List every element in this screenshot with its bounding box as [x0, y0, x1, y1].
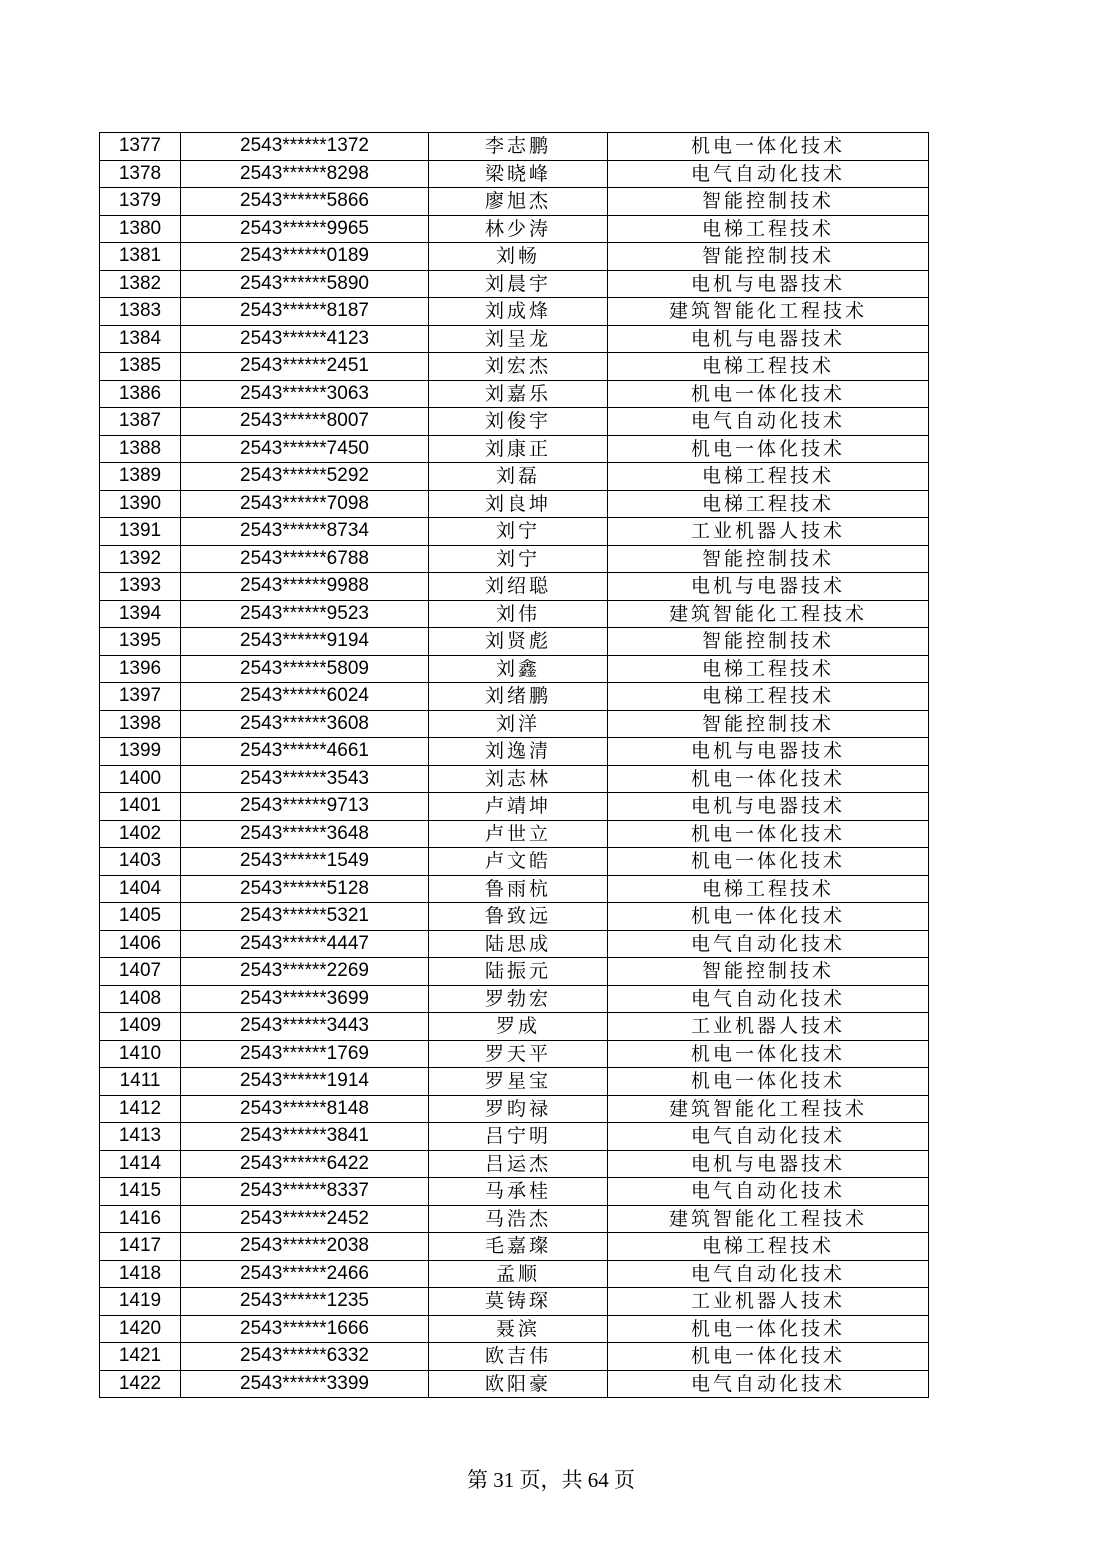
table-row	[100, 1068, 929, 1096]
table-row	[100, 1343, 929, 1371]
id-number-cell: 2543******6422	[181, 1150, 429, 1178]
seq-cell: 1391	[100, 518, 181, 546]
major-cell: 机电一体化技术	[608, 820, 929, 848]
name-cell: 刘鑫	[429, 655, 608, 683]
roster-table	[99, 132, 929, 1398]
id-number-cell: 2543******4447	[181, 930, 429, 958]
major-cell: 电机与电器技术	[608, 573, 929, 601]
major-cell: 机电一体化技术	[608, 133, 929, 161]
name-cell: 罗星宝	[429, 1068, 608, 1096]
seq-cell: 1398	[100, 710, 181, 738]
table-row	[100, 1288, 929, 1316]
table-row	[100, 985, 929, 1013]
seq-cell: 1417	[100, 1233, 181, 1261]
table-row	[100, 655, 929, 683]
table-row	[100, 463, 929, 491]
table-row	[100, 628, 929, 656]
seq-cell: 1401	[100, 793, 181, 821]
name-cell: 卢世立	[429, 820, 608, 848]
id-number-cell: 2543******5128	[181, 875, 429, 903]
name-cell: 马承桂	[429, 1178, 608, 1206]
seq-cell: 1406	[100, 930, 181, 958]
seq-cell: 1396	[100, 655, 181, 683]
name-cell: 卢文皓	[429, 848, 608, 876]
page-number-footer: 第 31 页，共 64 页	[467, 1468, 635, 1492]
name-cell: 刘洋	[429, 710, 608, 738]
major-cell: 电梯工程技术	[608, 683, 929, 711]
id-number-cell: 2543******2466	[181, 1260, 429, 1288]
major-cell: 电气自动化技术	[608, 160, 929, 188]
table-row	[100, 1370, 929, 1398]
seq-cell: 1421	[100, 1343, 181, 1371]
id-number-cell: 2543******3063	[181, 380, 429, 408]
major-cell: 智能控制技术	[608, 243, 929, 271]
name-cell: 卢靖坤	[429, 793, 608, 821]
name-cell: 孟顺	[429, 1260, 608, 1288]
major-cell: 建筑智能化工程技术	[608, 600, 929, 628]
major-cell: 工业机器人技术	[608, 1013, 929, 1041]
table-row	[100, 160, 929, 188]
table-row	[100, 1095, 929, 1123]
id-number-cell: 2543******7098	[181, 490, 429, 518]
id-number-cell: 2543******2269	[181, 958, 429, 986]
seq-cell: 1416	[100, 1205, 181, 1233]
seq-cell: 1380	[100, 215, 181, 243]
major-cell: 电气自动化技术	[608, 1178, 929, 1206]
seq-cell: 1378	[100, 160, 181, 188]
name-cell: 廖旭杰	[429, 188, 608, 216]
seq-cell: 1383	[100, 298, 181, 326]
major-cell: 电气自动化技术	[608, 930, 929, 958]
table-row	[100, 325, 929, 353]
major-cell: 电梯工程技术	[608, 490, 929, 518]
table-row	[100, 518, 929, 546]
major-cell: 工业机器人技术	[608, 1288, 929, 1316]
id-number-cell: 2543******1666	[181, 1315, 429, 1343]
seq-cell: 1400	[100, 765, 181, 793]
id-number-cell: 2543******3399	[181, 1370, 429, 1398]
id-number-cell: 2543******5809	[181, 655, 429, 683]
id-number-cell: 2543******3841	[181, 1123, 429, 1151]
seq-cell: 1415	[100, 1178, 181, 1206]
id-number-cell: 2543******8337	[181, 1178, 429, 1206]
id-number-cell: 2543******4123	[181, 325, 429, 353]
table-row	[100, 408, 929, 436]
seq-cell: 1404	[100, 875, 181, 903]
seq-cell: 1388	[100, 435, 181, 463]
seq-cell: 1409	[100, 1013, 181, 1041]
name-cell: 刘晨宇	[429, 270, 608, 298]
name-cell: 刘宁	[429, 518, 608, 546]
major-cell: 电梯工程技术	[608, 353, 929, 381]
id-number-cell: 2543******3608	[181, 710, 429, 738]
seq-cell: 1405	[100, 903, 181, 931]
major-cell: 电机与电器技术	[608, 270, 929, 298]
seq-cell: 1419	[100, 1288, 181, 1316]
name-cell: 刘成烽	[429, 298, 608, 326]
major-cell: 建筑智能化工程技术	[608, 298, 929, 326]
seq-cell: 1390	[100, 490, 181, 518]
name-cell: 刘贤彪	[429, 628, 608, 656]
id-number-cell: 2543******8298	[181, 160, 429, 188]
seq-cell: 1386	[100, 380, 181, 408]
major-cell: 电机与电器技术	[608, 793, 929, 821]
id-number-cell: 2543******9988	[181, 573, 429, 601]
id-number-cell: 2543******8187	[181, 298, 429, 326]
table-row	[100, 1260, 929, 1288]
table-row	[100, 1233, 929, 1261]
major-cell: 电气自动化技术	[608, 1370, 929, 1398]
name-cell: 罗昀禄	[429, 1095, 608, 1123]
seq-cell: 1420	[100, 1315, 181, 1343]
name-cell: 刘磊	[429, 463, 608, 491]
name-cell: 刘嘉乐	[429, 380, 608, 408]
seq-cell: 1411	[100, 1068, 181, 1096]
name-cell: 聂滨	[429, 1315, 608, 1343]
major-cell: 智能控制技术	[608, 628, 929, 656]
seq-cell: 1384	[100, 325, 181, 353]
seq-cell: 1387	[100, 408, 181, 436]
name-cell: 吕运杰	[429, 1150, 608, 1178]
table-row	[100, 683, 929, 711]
table-row	[100, 243, 929, 271]
id-number-cell: 2543******1549	[181, 848, 429, 876]
major-cell: 电机与电器技术	[608, 738, 929, 766]
major-cell: 智能控制技术	[608, 958, 929, 986]
name-cell: 刘畅	[429, 243, 608, 271]
id-number-cell: 2543******2038	[181, 1233, 429, 1261]
table-row	[100, 738, 929, 766]
name-cell: 刘绪鹏	[429, 683, 608, 711]
table-row	[100, 435, 929, 463]
id-number-cell: 2543******1235	[181, 1288, 429, 1316]
major-cell: 电气自动化技术	[608, 985, 929, 1013]
table-row	[100, 353, 929, 381]
seq-cell: 1377	[100, 133, 181, 161]
seq-cell: 1399	[100, 738, 181, 766]
id-number-cell: 2543******1914	[181, 1068, 429, 1096]
name-cell: 毛嘉璨	[429, 1233, 608, 1261]
name-cell: 欧吉伟	[429, 1343, 608, 1371]
table-row	[100, 903, 929, 931]
id-number-cell: 2543******6024	[181, 683, 429, 711]
seq-cell: 1408	[100, 985, 181, 1013]
id-number-cell: 2543******5292	[181, 463, 429, 491]
id-number-cell: 2543******6332	[181, 1343, 429, 1371]
name-cell: 刘良坤	[429, 490, 608, 518]
id-number-cell: 2543******8148	[181, 1095, 429, 1123]
name-cell: 吕宁明	[429, 1123, 608, 1151]
table-row	[100, 793, 929, 821]
id-number-cell: 2543******3648	[181, 820, 429, 848]
major-cell: 机电一体化技术	[608, 1040, 929, 1068]
id-number-cell: 2543******3543	[181, 765, 429, 793]
id-number-cell: 2543******3443	[181, 1013, 429, 1041]
name-cell: 马浩杰	[429, 1205, 608, 1233]
name-cell: 刘志林	[429, 765, 608, 793]
seq-cell: 1382	[100, 270, 181, 298]
roster-body	[100, 133, 929, 1398]
name-cell: 林少涛	[429, 215, 608, 243]
major-cell: 机电一体化技术	[608, 1315, 929, 1343]
id-number-cell: 2543******9194	[181, 628, 429, 656]
major-cell: 电梯工程技术	[608, 875, 929, 903]
major-cell: 机电一体化技术	[608, 1343, 929, 1371]
id-number-cell: 2543******1372	[181, 133, 429, 161]
name-cell: 李志鹏	[429, 133, 608, 161]
id-number-cell: 2543******2451	[181, 353, 429, 381]
table-row	[100, 1013, 929, 1041]
major-cell: 智能控制技术	[608, 188, 929, 216]
table-row	[100, 930, 929, 958]
major-cell: 电梯工程技术	[608, 463, 929, 491]
id-number-cell: 2543******7450	[181, 435, 429, 463]
name-cell: 刘绍聪	[429, 573, 608, 601]
id-number-cell: 2543******9965	[181, 215, 429, 243]
seq-cell: 1414	[100, 1150, 181, 1178]
table-row	[100, 270, 929, 298]
name-cell: 刘宏杰	[429, 353, 608, 381]
table-row	[100, 1123, 929, 1151]
seq-cell: 1381	[100, 243, 181, 271]
major-cell: 建筑智能化工程技术	[608, 1205, 929, 1233]
table-row	[100, 490, 929, 518]
table-row	[100, 600, 929, 628]
seq-cell: 1397	[100, 683, 181, 711]
id-number-cell: 2543******1769	[181, 1040, 429, 1068]
id-number-cell: 2543******9523	[181, 600, 429, 628]
major-cell: 电气自动化技术	[608, 1123, 929, 1151]
name-cell: 刘伟	[429, 600, 608, 628]
major-cell: 机电一体化技术	[608, 380, 929, 408]
name-cell: 莫铸琛	[429, 1288, 608, 1316]
name-cell: 陆振元	[429, 958, 608, 986]
name-cell: 刘俊宇	[429, 408, 608, 436]
seq-cell: 1410	[100, 1040, 181, 1068]
major-cell: 机电一体化技术	[608, 765, 929, 793]
seq-cell: 1422	[100, 1370, 181, 1398]
major-cell: 智能控制技术	[608, 545, 929, 573]
table-row	[100, 1315, 929, 1343]
table-row	[100, 133, 929, 161]
major-cell: 智能控制技术	[608, 710, 929, 738]
table-row	[100, 820, 929, 848]
id-number-cell: 2543******5890	[181, 270, 429, 298]
table-row	[100, 1040, 929, 1068]
id-number-cell: 2543******8734	[181, 518, 429, 546]
name-cell: 刘康正	[429, 435, 608, 463]
seq-cell: 1418	[100, 1260, 181, 1288]
table-row	[100, 875, 929, 903]
table-row	[100, 188, 929, 216]
name-cell: 欧阳豪	[429, 1370, 608, 1398]
table-row	[100, 848, 929, 876]
seq-cell: 1392	[100, 545, 181, 573]
seq-cell: 1389	[100, 463, 181, 491]
name-cell: 鲁雨杭	[429, 875, 608, 903]
seq-cell: 1403	[100, 848, 181, 876]
table-row	[100, 765, 929, 793]
major-cell: 机电一体化技术	[608, 435, 929, 463]
seq-cell: 1385	[100, 353, 181, 381]
major-cell: 机电一体化技术	[608, 848, 929, 876]
seq-cell: 1379	[100, 188, 181, 216]
major-cell: 电梯工程技术	[608, 215, 929, 243]
table-row	[100, 1205, 929, 1233]
seq-cell: 1413	[100, 1123, 181, 1151]
name-cell: 罗天平	[429, 1040, 608, 1068]
major-cell: 机电一体化技术	[608, 1068, 929, 1096]
seq-cell: 1407	[100, 958, 181, 986]
table-row	[100, 573, 929, 601]
table-row	[100, 545, 929, 573]
name-cell: 罗成	[429, 1013, 608, 1041]
major-cell: 工业机器人技术	[608, 518, 929, 546]
id-number-cell: 2543******8007	[181, 408, 429, 436]
id-number-cell: 2543******2452	[181, 1205, 429, 1233]
name-cell: 刘宁	[429, 545, 608, 573]
name-cell: 罗勃宏	[429, 985, 608, 1013]
name-cell: 刘逸清	[429, 738, 608, 766]
major-cell: 电梯工程技术	[608, 655, 929, 683]
seq-cell: 1395	[100, 628, 181, 656]
id-number-cell: 2543******4661	[181, 738, 429, 766]
major-cell: 电梯工程技术	[608, 1233, 929, 1261]
major-cell: 建筑智能化工程技术	[608, 1095, 929, 1123]
table-row	[100, 958, 929, 986]
major-cell: 电气自动化技术	[608, 408, 929, 436]
table-row	[100, 1150, 929, 1178]
id-number-cell: 2543******5866	[181, 188, 429, 216]
id-number-cell: 2543******5321	[181, 903, 429, 931]
seq-cell: 1402	[100, 820, 181, 848]
major-cell: 电气自动化技术	[608, 1260, 929, 1288]
major-cell: 电机与电器技术	[608, 1150, 929, 1178]
major-cell: 机电一体化技术	[608, 903, 929, 931]
name-cell: 刘呈龙	[429, 325, 608, 353]
table-row	[100, 215, 929, 243]
name-cell: 鲁致远	[429, 903, 608, 931]
major-cell: 电机与电器技术	[608, 325, 929, 353]
id-number-cell: 2543******3699	[181, 985, 429, 1013]
id-number-cell: 2543******0189	[181, 243, 429, 271]
table-row	[100, 710, 929, 738]
table-row	[100, 1178, 929, 1206]
name-cell: 梁晓峰	[429, 160, 608, 188]
name-cell: 陆思成	[429, 930, 608, 958]
table-row	[100, 298, 929, 326]
id-number-cell: 2543******6788	[181, 545, 429, 573]
seq-cell: 1412	[100, 1095, 181, 1123]
seq-cell: 1394	[100, 600, 181, 628]
id-number-cell: 2543******9713	[181, 793, 429, 821]
table-row	[100, 380, 929, 408]
seq-cell: 1393	[100, 573, 181, 601]
